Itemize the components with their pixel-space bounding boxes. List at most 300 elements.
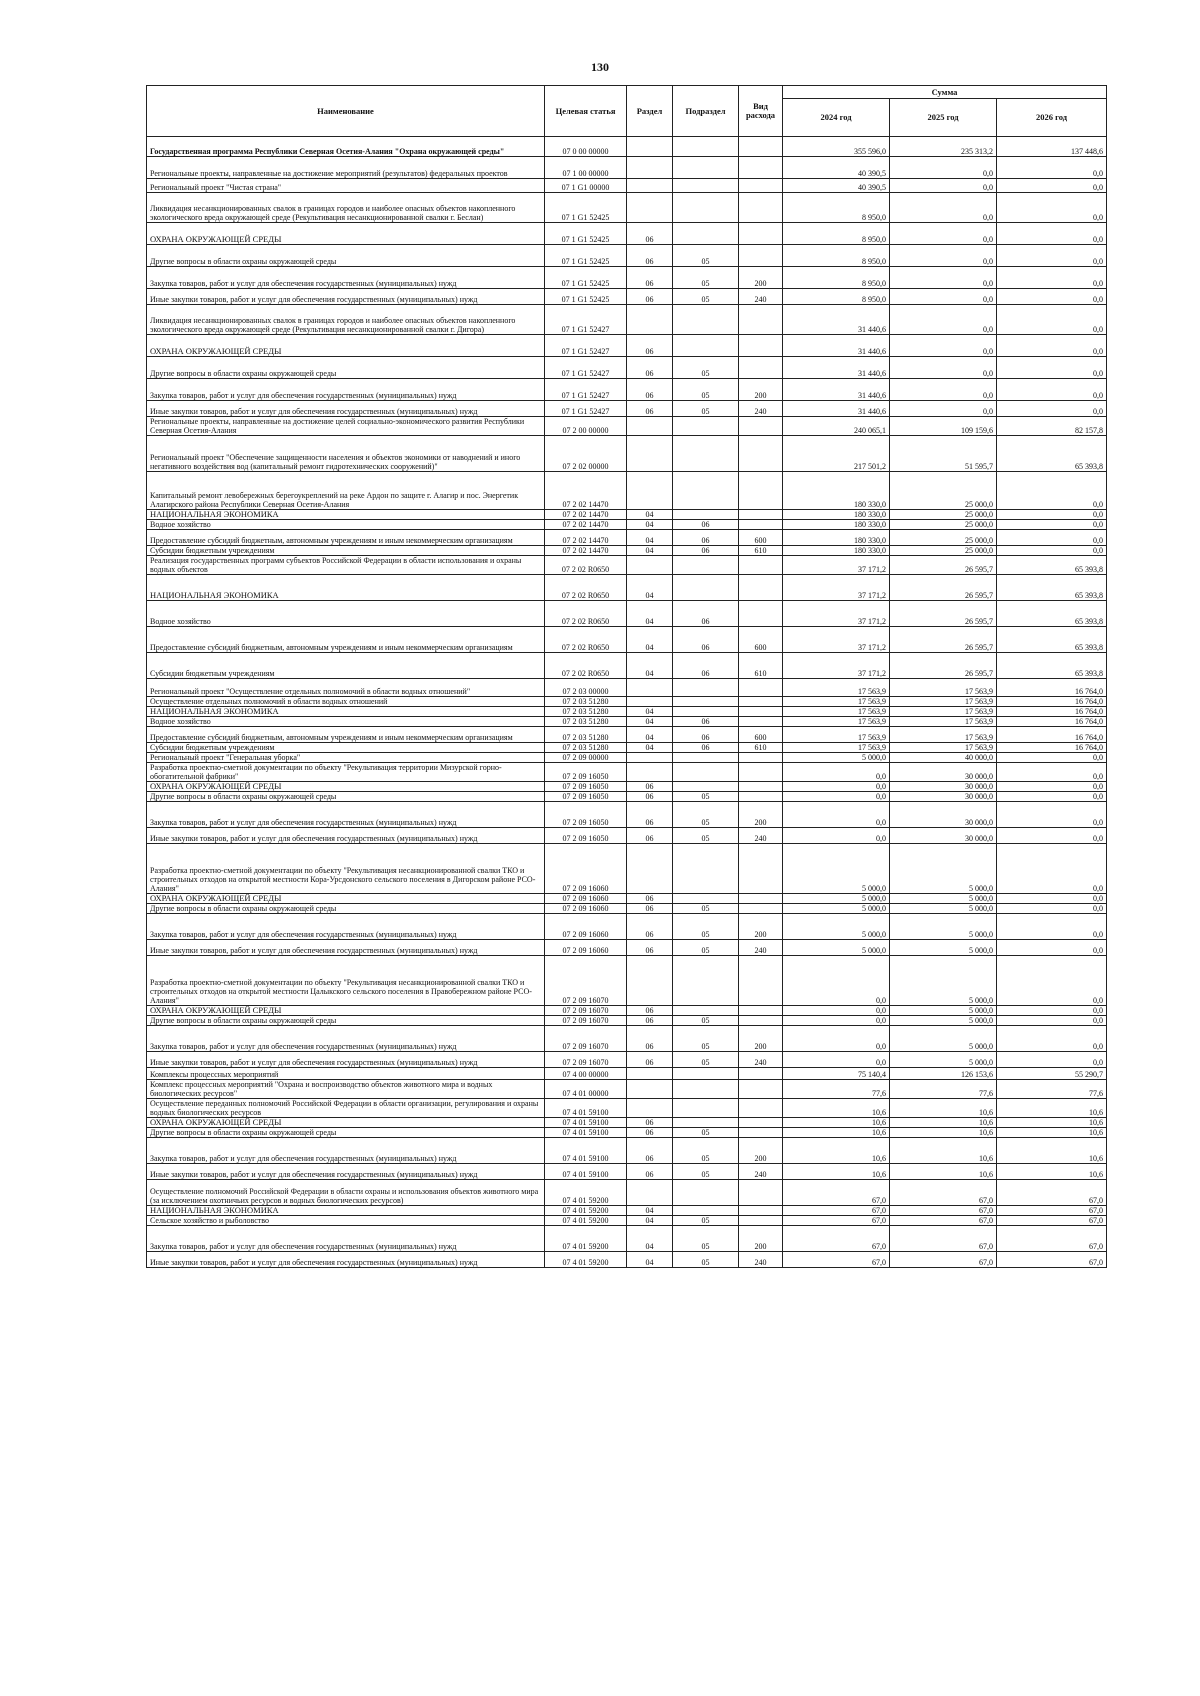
row-sum-2025: 5 000,0 <box>890 1006 997 1016</box>
row-sum-2026: 67,0 <box>997 1226 1107 1252</box>
row-expense-type <box>739 510 783 520</box>
row-target-code: 07 4 01 59200 <box>545 1252 627 1268</box>
row-sum-2026: 10,6 <box>997 1128 1107 1138</box>
row-sum-2026: 137 448,6 <box>997 137 1107 157</box>
row-expense-type <box>739 601 783 627</box>
row-expense-type <box>739 1216 783 1226</box>
table-row <box>147 267 1107 289</box>
table-row <box>147 1016 1107 1026</box>
row-sum-2026: 16 764,0 <box>997 679 1107 697</box>
row-sum-2025: 0,0 <box>890 223 997 245</box>
row-name: ОХРАНА ОКРУЖАЮЩЕЙ СРЕДЫ <box>147 1006 545 1016</box>
row-sum-2025: 26 595,7 <box>890 575 997 601</box>
row-name: Ликвидация несанкционированных свалок в границах городов и наиболее опасных объектов накопленного экологического вреда окружающей среде (Рекультивация несанкционированной свалки г. Дигора) <box>147 305 545 335</box>
row-subsection: 05 <box>673 267 739 289</box>
row-sum-2025: 5 000,0 <box>890 1052 997 1068</box>
table-row <box>147 802 1107 828</box>
table-row <box>147 245 1107 267</box>
row-section <box>627 305 673 335</box>
row-sum-2024: 5 000,0 <box>783 940 890 956</box>
table-row <box>147 436 1107 472</box>
row-name: Другие вопросы в области охраны окружающей среды <box>147 904 545 914</box>
row-expense-type <box>739 305 783 335</box>
row-sum-2024: 8 950,0 <box>783 193 890 223</box>
row-name: Государственная программа Республики Северная Осетия-Алания "Охрана окружающей среды" <box>147 137 545 157</box>
row-sum-2025: 26 595,7 <box>890 627 997 653</box>
row-sum-2025: 25 000,0 <box>890 510 997 520</box>
row-target-code: 07 1 G1 52425 <box>545 245 627 267</box>
row-sum-2025: 5 000,0 <box>890 956 997 1006</box>
row-target-code: 07 2 09 16070 <box>545 956 627 1006</box>
row-sum-2026: 0,0 <box>997 510 1107 520</box>
row-sum-2025: 30 000,0 <box>890 792 997 802</box>
row-sum-2026: 16 764,0 <box>997 743 1107 753</box>
col-header-expense-type: Вид расхода <box>739 86 783 137</box>
row-subsection: 05 <box>673 792 739 802</box>
row-target-code: 07 2 02 14470 <box>545 530 627 546</box>
row-expense-type <box>739 1118 783 1128</box>
row-name: НАЦИОНАЛЬНАЯ ЭКОНОМИКА <box>147 510 545 520</box>
row-sum-2026: 0,0 <box>997 782 1107 792</box>
row-sum-2024: 31 440,6 <box>783 379 890 401</box>
row-section <box>627 179 673 193</box>
row-subsection: 06 <box>673 727 739 743</box>
row-sum-2024: 240 065,1 <box>783 417 890 436</box>
row-target-code: 07 1 G1 52425 <box>545 267 627 289</box>
row-expense-type <box>739 717 783 727</box>
row-subsection: 05 <box>673 914 739 940</box>
row-expense-type <box>739 179 783 193</box>
row-name: НАЦИОНАЛЬНАЯ ЭКОНОМИКА <box>147 1206 545 1216</box>
row-section: 04 <box>627 546 673 556</box>
row-target-code: 07 2 02 R0650 <box>545 575 627 601</box>
table-row <box>147 1206 1107 1216</box>
row-target-code: 07 2 09 16060 <box>545 914 627 940</box>
row-sum-2024: 355 596,0 <box>783 137 890 157</box>
row-expense-type: 240 <box>739 828 783 844</box>
row-sum-2024: 17 563,9 <box>783 679 890 697</box>
row-sum-2024: 31 440,6 <box>783 305 890 335</box>
row-target-code: 07 4 01 59100 <box>545 1118 627 1128</box>
row-sum-2024: 180 330,0 <box>783 546 890 556</box>
row-subsection: 05 <box>673 1128 739 1138</box>
row-expense-type <box>739 1006 783 1016</box>
row-sum-2024: 180 330,0 <box>783 520 890 530</box>
row-target-code: 07 2 02 R0650 <box>545 653 627 679</box>
row-expense-type <box>739 472 783 510</box>
row-expense-type <box>739 792 783 802</box>
row-target-code: 07 4 01 59200 <box>545 1206 627 1216</box>
row-subsection <box>673 1006 739 1016</box>
row-expense-type <box>739 782 783 792</box>
table-row <box>147 179 1107 193</box>
table-row <box>147 792 1107 802</box>
row-sum-2024: 37 171,2 <box>783 575 890 601</box>
row-sum-2026: 82 157,8 <box>997 417 1107 436</box>
row-section: 04 <box>627 627 673 653</box>
row-target-code: 07 2 03 51280 <box>545 717 627 727</box>
row-section: 06 <box>627 940 673 956</box>
row-expense-type: 200 <box>739 1138 783 1164</box>
row-name: Предоставление субсидий бюджетным, автономным учреждениям и иным некоммерческим организациям <box>147 530 545 546</box>
row-target-code: 07 2 03 51280 <box>545 707 627 717</box>
table-row <box>147 1252 1107 1268</box>
table-row <box>147 335 1107 357</box>
row-section: 04 <box>627 653 673 679</box>
table-row <box>147 940 1107 956</box>
row-target-code: 07 2 09 16070 <box>545 1026 627 1052</box>
row-sum-2026: 10,6 <box>997 1099 1107 1118</box>
row-subsection <box>673 305 739 335</box>
row-section: 06 <box>627 828 673 844</box>
col-header-sum: Сумма <box>783 86 1107 99</box>
table-row <box>147 193 1107 223</box>
row-name: Иные закупки товаров, работ и услуг для обеспечения государственных (муниципальных) нужд <box>147 289 545 305</box>
row-name: Ликвидация несанкционированных свалок в границах городов и наиболее опасных объектов накопленного экологического вреда окружающей среде (Рекультивация несанкционированной свалки г. Беслан) <box>147 193 545 223</box>
row-name: ОХРАНА ОКРУЖАЮЩЕЙ СРЕДЫ <box>147 335 545 357</box>
row-sum-2024: 67,0 <box>783 1252 890 1268</box>
col-header-section: Раздел <box>627 86 673 137</box>
row-subsection: 05 <box>673 1252 739 1268</box>
table-row <box>147 601 1107 627</box>
row-target-code: 07 4 01 59100 <box>545 1164 627 1180</box>
row-target-code: 07 2 09 16060 <box>545 844 627 894</box>
row-expense-type <box>739 1099 783 1118</box>
row-subsection: 06 <box>673 530 739 546</box>
row-sum-2025: 17 563,9 <box>890 727 997 743</box>
row-sum-2026: 0,0 <box>997 763 1107 782</box>
row-name: Другие вопросы в области охраны окружающей среды <box>147 245 545 267</box>
row-name: Другие вопросы в области охраны окружающей среды <box>147 357 545 379</box>
row-sum-2024: 10,6 <box>783 1138 890 1164</box>
row-subsection <box>673 472 739 510</box>
row-target-code: 07 0 00 00000 <box>545 137 627 157</box>
table-row <box>147 223 1107 245</box>
row-sum-2025: 51 595,7 <box>890 436 997 472</box>
row-sum-2026: 16 764,0 <box>997 717 1107 727</box>
row-sum-2024: 8 950,0 <box>783 223 890 245</box>
row-subsection: 05 <box>673 802 739 828</box>
row-name: Закупка товаров, работ и услуг для обеспечения государственных (муниципальных) нужд <box>147 1226 545 1252</box>
row-name: Региональный проект "Осуществление отдельных полномочий в области водных отношений" <box>147 679 545 697</box>
row-sum-2025: 67,0 <box>890 1206 997 1216</box>
row-target-code: 07 1 G1 52425 <box>545 289 627 305</box>
row-expense-type: 200 <box>739 1026 783 1052</box>
row-subsection <box>673 707 739 717</box>
row-sum-2024: 37 171,2 <box>783 601 890 627</box>
row-expense-type: 610 <box>739 653 783 679</box>
row-target-code: 07 2 03 51280 <box>545 743 627 753</box>
table-row <box>147 472 1107 510</box>
row-sum-2026: 67,0 <box>997 1252 1107 1268</box>
row-name: Другие вопросы в области охраны окружающей среды <box>147 1016 545 1026</box>
row-section: 04 <box>627 1226 673 1252</box>
row-expense-type <box>739 520 783 530</box>
row-section: 06 <box>627 379 673 401</box>
row-target-code: 07 2 09 16060 <box>545 940 627 956</box>
row-sum-2024: 5 000,0 <box>783 914 890 940</box>
table-row <box>147 707 1107 717</box>
row-target-code: 07 1 G1 52425 <box>545 193 627 223</box>
row-sum-2024: 37 171,2 <box>783 627 890 653</box>
row-section: 04 <box>627 510 673 520</box>
row-sum-2026: 0,0 <box>997 289 1107 305</box>
row-section: 06 <box>627 245 673 267</box>
row-sum-2024: 75 140,4 <box>783 1068 890 1080</box>
row-subsection <box>673 1206 739 1216</box>
row-subsection <box>673 1180 739 1206</box>
row-section: 04 <box>627 1216 673 1226</box>
row-sum-2026: 0,0 <box>997 530 1107 546</box>
table-row <box>147 1138 1107 1164</box>
row-sum-2025: 109 159,6 <box>890 417 997 436</box>
row-sum-2025: 26 595,7 <box>890 556 997 575</box>
row-sum-2024: 67,0 <box>783 1180 890 1206</box>
table-row <box>147 727 1107 743</box>
row-section <box>627 157 673 179</box>
row-name: Осуществление переданных полномочий Российской Федерации в области организации, регулирования и охраны водных биологических ресурсов <box>147 1099 545 1118</box>
row-sum-2025: 5 000,0 <box>890 904 997 914</box>
row-sum-2024: 0,0 <box>783 828 890 844</box>
row-subsection <box>673 697 739 707</box>
row-name: Субсидии бюджетным учреждениям <box>147 546 545 556</box>
row-sum-2025: 5 000,0 <box>890 1026 997 1052</box>
row-section <box>627 1080 673 1099</box>
row-expense-type <box>739 753 783 763</box>
table-row <box>147 1006 1107 1016</box>
row-sum-2024: 40 390,5 <box>783 157 890 179</box>
row-sum-2025: 0,0 <box>890 193 997 223</box>
row-sum-2026: 0,0 <box>997 193 1107 223</box>
row-name: Комплекс процессных мероприятий "Охрана и воспроизводство объектов животного мира и водных биологических ресурсов" <box>147 1080 545 1099</box>
row-section: 06 <box>627 223 673 245</box>
row-sum-2024: 8 950,0 <box>783 289 890 305</box>
row-section: 04 <box>627 717 673 727</box>
table-row <box>147 679 1107 697</box>
row-sum-2026: 0,0 <box>997 753 1107 763</box>
row-sum-2025: 10,6 <box>890 1118 997 1128</box>
row-sum-2025: 40 000,0 <box>890 753 997 763</box>
row-target-code: 07 2 09 00000 <box>545 753 627 763</box>
row-target-code: 07 2 03 51280 <box>545 727 627 743</box>
row-sum-2024: 180 330,0 <box>783 472 890 510</box>
row-sum-2026: 0,0 <box>997 223 1107 245</box>
row-name: Разработка проектно-сметной документации по объекту "Рекультивация несанкционированной свалки ТКО и строительных отходов на открытой местности Цалыкского сельского поселения в Правобережном районе РСО-Алания" <box>147 956 545 1006</box>
row-expense-type <box>739 417 783 436</box>
row-section: 06 <box>627 357 673 379</box>
row-sum-2026: 0,0 <box>997 335 1107 357</box>
row-sum-2025: 17 563,9 <box>890 697 997 707</box>
row-sum-2025: 77,6 <box>890 1080 997 1099</box>
row-sum-2024: 0,0 <box>783 1026 890 1052</box>
row-sum-2024: 17 563,9 <box>783 697 890 707</box>
row-name: Закупка товаров, работ и услуг для обеспечения государственных (муниципальных) нужд <box>147 1026 545 1052</box>
row-expense-type: 600 <box>739 727 783 743</box>
row-section: 06 <box>627 267 673 289</box>
row-section: 06 <box>627 1026 673 1052</box>
row-sum-2024: 0,0 <box>783 956 890 1006</box>
row-sum-2024: 17 563,9 <box>783 717 890 727</box>
row-expense-type <box>739 157 783 179</box>
row-name: ОХРАНА ОКРУЖАЮЩЕЙ СРЕДЫ <box>147 894 545 904</box>
row-target-code: 07 1 G1 52427 <box>545 357 627 379</box>
row-subsection <box>673 753 739 763</box>
row-sum-2025: 235 313,2 <box>890 137 997 157</box>
row-sum-2024: 8 950,0 <box>783 267 890 289</box>
row-sum-2025: 10,6 <box>890 1138 997 1164</box>
row-section <box>627 1180 673 1206</box>
row-subsection <box>673 1099 739 1118</box>
row-sum-2024: 17 563,9 <box>783 727 890 743</box>
row-section: 04 <box>627 575 673 601</box>
row-sum-2026: 0,0 <box>997 357 1107 379</box>
row-sum-2025: 0,0 <box>890 289 997 305</box>
row-section <box>627 1099 673 1118</box>
row-subsection: 06 <box>673 717 739 727</box>
table-row <box>147 956 1107 1006</box>
table-row <box>147 305 1107 335</box>
row-section: 04 <box>627 530 673 546</box>
row-expense-type <box>739 894 783 904</box>
budget-table <box>146 85 1107 1268</box>
row-subsection: 06 <box>673 627 739 653</box>
table-row <box>147 763 1107 782</box>
row-expense-type <box>739 245 783 267</box>
row-sum-2025: 17 563,9 <box>890 679 997 697</box>
row-target-code: 07 1 G1 52425 <box>545 223 627 245</box>
row-sum-2025: 17 563,9 <box>890 707 997 717</box>
row-name: Субсидии бюджетным учреждениям <box>147 743 545 753</box>
row-section: 06 <box>627 792 673 802</box>
row-expense-type <box>739 335 783 357</box>
row-section: 06 <box>627 904 673 914</box>
row-expense-type <box>739 904 783 914</box>
row-sum-2025: 0,0 <box>890 379 997 401</box>
row-section: 06 <box>627 1118 673 1128</box>
row-sum-2026: 0,0 <box>997 792 1107 802</box>
row-section: 04 <box>627 1206 673 1216</box>
col-header-name: Наименование <box>147 86 545 137</box>
row-expense-type: 610 <box>739 743 783 753</box>
row-expense-type <box>739 1068 783 1080</box>
row-name: Региональные проекты, направленные на достижение мероприятий (результатов) федеральных проектов <box>147 157 545 179</box>
row-sum-2026: 0,0 <box>997 305 1107 335</box>
row-sum-2026: 0,0 <box>997 245 1107 267</box>
row-sum-2024: 67,0 <box>783 1206 890 1216</box>
table-row <box>147 717 1107 727</box>
row-subsection <box>673 1068 739 1080</box>
row-sum-2025: 30 000,0 <box>890 782 997 792</box>
row-expense-type: 240 <box>739 940 783 956</box>
row-sum-2025: 0,0 <box>890 357 997 379</box>
table-row <box>147 1099 1107 1118</box>
row-sum-2024: 5 000,0 <box>783 753 890 763</box>
row-sum-2024: 77,6 <box>783 1080 890 1099</box>
row-sum-2026: 65 393,8 <box>997 575 1107 601</box>
row-sum-2026: 0,0 <box>997 894 1107 904</box>
row-section <box>627 763 673 782</box>
row-target-code: 07 4 01 59100 <box>545 1138 627 1164</box>
row-sum-2024: 5 000,0 <box>783 894 890 904</box>
row-target-code: 07 4 01 59100 <box>545 1099 627 1118</box>
row-subsection <box>673 1118 739 1128</box>
row-sum-2026: 0,0 <box>997 520 1107 530</box>
row-sum-2024: 67,0 <box>783 1216 890 1226</box>
table-row <box>147 1226 1107 1252</box>
row-sum-2025: 0,0 <box>890 305 997 335</box>
row-subsection: 05 <box>673 940 739 956</box>
row-name: Субсидии бюджетным учреждениям <box>147 653 545 679</box>
table-row <box>147 1026 1107 1052</box>
row-expense-type <box>739 763 783 782</box>
row-subsection <box>673 223 739 245</box>
row-subsection: 06 <box>673 601 739 627</box>
row-sum-2025: 126 153,6 <box>890 1068 997 1080</box>
row-subsection <box>673 179 739 193</box>
row-sum-2025: 5 000,0 <box>890 844 997 894</box>
table-row <box>147 1068 1107 1080</box>
table-row <box>147 546 1107 556</box>
col-header-subsection: Подраздел <box>673 86 739 137</box>
col-header-2026: 2026 год <box>997 99 1107 137</box>
row-section: 06 <box>627 401 673 417</box>
table-row <box>147 697 1107 707</box>
row-sum-2026: 0,0 <box>997 1052 1107 1068</box>
row-section <box>627 472 673 510</box>
row-sum-2026: 0,0 <box>997 844 1107 894</box>
row-name: Предоставление субсидий бюджетным, автономным учреждениям и иным некоммерческим организациям <box>147 627 545 653</box>
row-expense-type: 600 <box>739 530 783 546</box>
table-row <box>147 782 1107 792</box>
row-target-code: 07 2 02 14470 <box>545 472 627 510</box>
table-row <box>147 556 1107 575</box>
row-target-code: 07 2 09 16050 <box>545 828 627 844</box>
row-expense-type <box>739 357 783 379</box>
row-expense-type: 610 <box>739 546 783 556</box>
row-sum-2025: 30 000,0 <box>890 763 997 782</box>
row-name: ОХРАНА ОКРУЖАЮЩЕЙ СРЕДЫ <box>147 223 545 245</box>
row-sum-2026: 0,0 <box>997 914 1107 940</box>
row-subsection: 06 <box>673 546 739 556</box>
table-row <box>147 904 1107 914</box>
row-target-code: 07 2 09 16060 <box>545 894 627 904</box>
row-sum-2024: 0,0 <box>783 1006 890 1016</box>
row-name: Другие вопросы в области охраны окружающей среды <box>147 792 545 802</box>
row-name: Закупка товаров, работ и услуг для обеспечения государственных (муниципальных) нужд <box>147 914 545 940</box>
row-subsection <box>673 417 739 436</box>
row-target-code: 07 4 01 59100 <box>545 1128 627 1138</box>
row-target-code: 07 2 09 16050 <box>545 802 627 828</box>
table-row <box>147 289 1107 305</box>
row-sum-2026: 65 393,8 <box>997 436 1107 472</box>
table-row <box>147 653 1107 679</box>
table-row <box>147 914 1107 940</box>
row-sum-2024: 10,6 <box>783 1128 890 1138</box>
row-section: 06 <box>627 1138 673 1164</box>
table-row <box>147 401 1107 417</box>
row-subsection <box>673 510 739 520</box>
row-sum-2025: 17 563,9 <box>890 743 997 753</box>
row-target-code: 07 4 00 00000 <box>545 1068 627 1080</box>
row-name: Комплексы процессных мероприятий <box>147 1068 545 1080</box>
row-subsection <box>673 556 739 575</box>
row-sum-2024: 5 000,0 <box>783 904 890 914</box>
row-sum-2025: 67,0 <box>890 1226 997 1252</box>
table-row <box>147 894 1107 904</box>
row-expense-type: 240 <box>739 289 783 305</box>
row-name: Водное хозяйство <box>147 520 545 530</box>
row-target-code: 07 4 01 00000 <box>545 1080 627 1099</box>
